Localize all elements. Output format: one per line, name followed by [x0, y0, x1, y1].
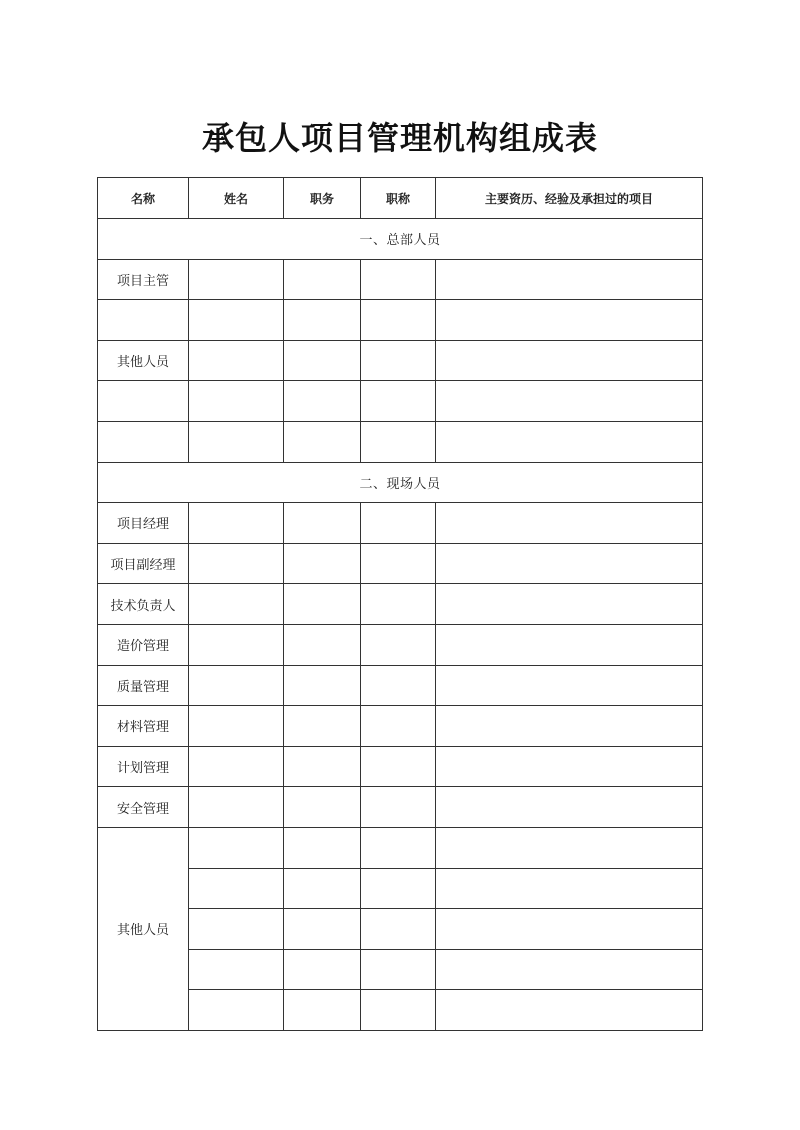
name-cell[interactable]: [189, 827, 284, 868]
name-cell[interactable]: [189, 990, 284, 1031]
table-row: [98, 706, 703, 747]
section-row: [98, 219, 703, 260]
title-cell[interactable]: [361, 949, 436, 990]
position-cell[interactable]: [284, 909, 361, 950]
name-cell[interactable]: [189, 259, 284, 300]
table-row: [98, 949, 703, 990]
experience-cell[interactable]: [436, 787, 703, 828]
title-cell[interactable]: [361, 503, 436, 544]
position-cell[interactable]: [284, 706, 361, 747]
experience-cell[interactable]: [436, 300, 703, 341]
position-cell[interactable]: [284, 990, 361, 1031]
experience-cell[interactable]: [436, 909, 703, 950]
experience-cell[interactable]: [436, 340, 703, 381]
position-cell[interactable]: [284, 340, 361, 381]
experience-cell[interactable]: [436, 827, 703, 868]
name-cell[interactable]: [189, 543, 284, 584]
name-cell[interactable]: [189, 746, 284, 787]
role-cell: 材料管理: [98, 706, 189, 747]
table-row: [98, 543, 703, 584]
header-experience: 主要资历、经验及承担过的项目: [436, 178, 703, 219]
role-cell: 项目主管: [98, 259, 189, 300]
role-cell-empty: [98, 381, 189, 422]
role-cell: 质量管理: [98, 665, 189, 706]
experience-cell[interactable]: [436, 381, 703, 422]
table-row: [98, 624, 703, 665]
section-row: [98, 462, 703, 503]
header-person-name: 姓名: [189, 178, 284, 219]
name-cell[interactable]: [189, 503, 284, 544]
name-cell[interactable]: [189, 949, 284, 990]
table-row: [98, 503, 703, 544]
position-cell[interactable]: [284, 624, 361, 665]
position-cell[interactable]: [284, 949, 361, 990]
experience-cell[interactable]: [436, 868, 703, 909]
experience-cell[interactable]: [436, 543, 703, 584]
name-cell[interactable]: [189, 868, 284, 909]
position-cell[interactable]: [284, 868, 361, 909]
title-cell[interactable]: [361, 340, 436, 381]
title-cell[interactable]: [361, 584, 436, 625]
table-row: [98, 827, 703, 868]
role-cell: 其他人员: [98, 340, 189, 381]
role-cell: 其他人员: [98, 827, 189, 1030]
position-cell[interactable]: [284, 259, 361, 300]
experience-cell[interactable]: [436, 949, 703, 990]
title-cell[interactable]: [361, 665, 436, 706]
table-row: [98, 584, 703, 625]
role-cell: 安全管理: [98, 787, 189, 828]
position-cell[interactable]: [284, 827, 361, 868]
title-cell[interactable]: [361, 787, 436, 828]
name-cell[interactable]: [189, 787, 284, 828]
name-cell[interactable]: [189, 584, 284, 625]
title-cell[interactable]: [361, 381, 436, 422]
title-cell[interactable]: [361, 624, 436, 665]
table-row: [98, 259, 703, 300]
title-cell[interactable]: [361, 990, 436, 1031]
experience-cell[interactable]: [436, 624, 703, 665]
role-cell: 项目经理: [98, 503, 189, 544]
header-name: 名称: [98, 178, 189, 219]
name-cell[interactable]: [189, 340, 284, 381]
title-cell[interactable]: [361, 300, 436, 341]
title-cell[interactable]: [361, 543, 436, 584]
title-cell[interactable]: [361, 746, 436, 787]
position-cell[interactable]: [284, 787, 361, 828]
table-row: [98, 787, 703, 828]
experience-cell[interactable]: [436, 259, 703, 300]
header-position: 职务: [284, 178, 361, 219]
position-cell[interactable]: [284, 665, 361, 706]
table-row: [98, 746, 703, 787]
header-title: 职称: [361, 178, 436, 219]
experience-cell[interactable]: [436, 990, 703, 1031]
role-cell-empty: [98, 421, 189, 462]
position-cell[interactable]: [284, 421, 361, 462]
position-cell[interactable]: [284, 300, 361, 341]
experience-cell[interactable]: [436, 421, 703, 462]
table-body: [98, 219, 703, 1031]
organization-table: [97, 177, 703, 1031]
table-row: [98, 909, 703, 950]
table-row: [98, 868, 703, 909]
table-row: [98, 990, 703, 1031]
name-cell[interactable]: [189, 624, 284, 665]
title-cell[interactable]: [361, 909, 436, 950]
title-cell[interactable]: [361, 259, 436, 300]
position-cell[interactable]: [284, 746, 361, 787]
table-row: [98, 665, 703, 706]
name-cell[interactable]: [189, 909, 284, 950]
name-cell[interactable]: [189, 421, 284, 462]
header-row: [98, 178, 703, 219]
experience-cell[interactable]: [436, 584, 703, 625]
name-cell[interactable]: [189, 665, 284, 706]
position-cell[interactable]: [284, 543, 361, 584]
section-label: 一、总部人员: [98, 219, 703, 260]
table-row: [98, 381, 703, 422]
title-cell[interactable]: [361, 827, 436, 868]
role-cell-empty: [98, 300, 189, 341]
position-cell[interactable]: [284, 584, 361, 625]
table-row: [98, 300, 703, 341]
title-cell[interactable]: [361, 421, 436, 462]
role-cell: 计划管理: [98, 746, 189, 787]
title-cell[interactable]: [361, 706, 436, 747]
table-row: [98, 421, 703, 462]
position-cell[interactable]: [284, 503, 361, 544]
name-cell[interactable]: [189, 381, 284, 422]
role-cell: 技术负责人: [98, 584, 189, 625]
document-title: 承包人项目管理机构组成表: [201, 119, 598, 157]
section-label: 二、现场人员: [98, 462, 703, 503]
title-cell[interactable]: [361, 868, 436, 909]
experience-cell[interactable]: [436, 503, 703, 544]
role-cell: 项目副经理: [98, 543, 189, 584]
name-cell[interactable]: [189, 300, 284, 341]
experience-cell[interactable]: [436, 746, 703, 787]
position-cell[interactable]: [284, 381, 361, 422]
role-cell: 造价管理: [98, 624, 189, 665]
table-row: [98, 340, 703, 381]
name-cell[interactable]: [189, 706, 284, 747]
experience-cell[interactable]: [436, 706, 703, 747]
experience-cell[interactable]: [436, 665, 703, 706]
